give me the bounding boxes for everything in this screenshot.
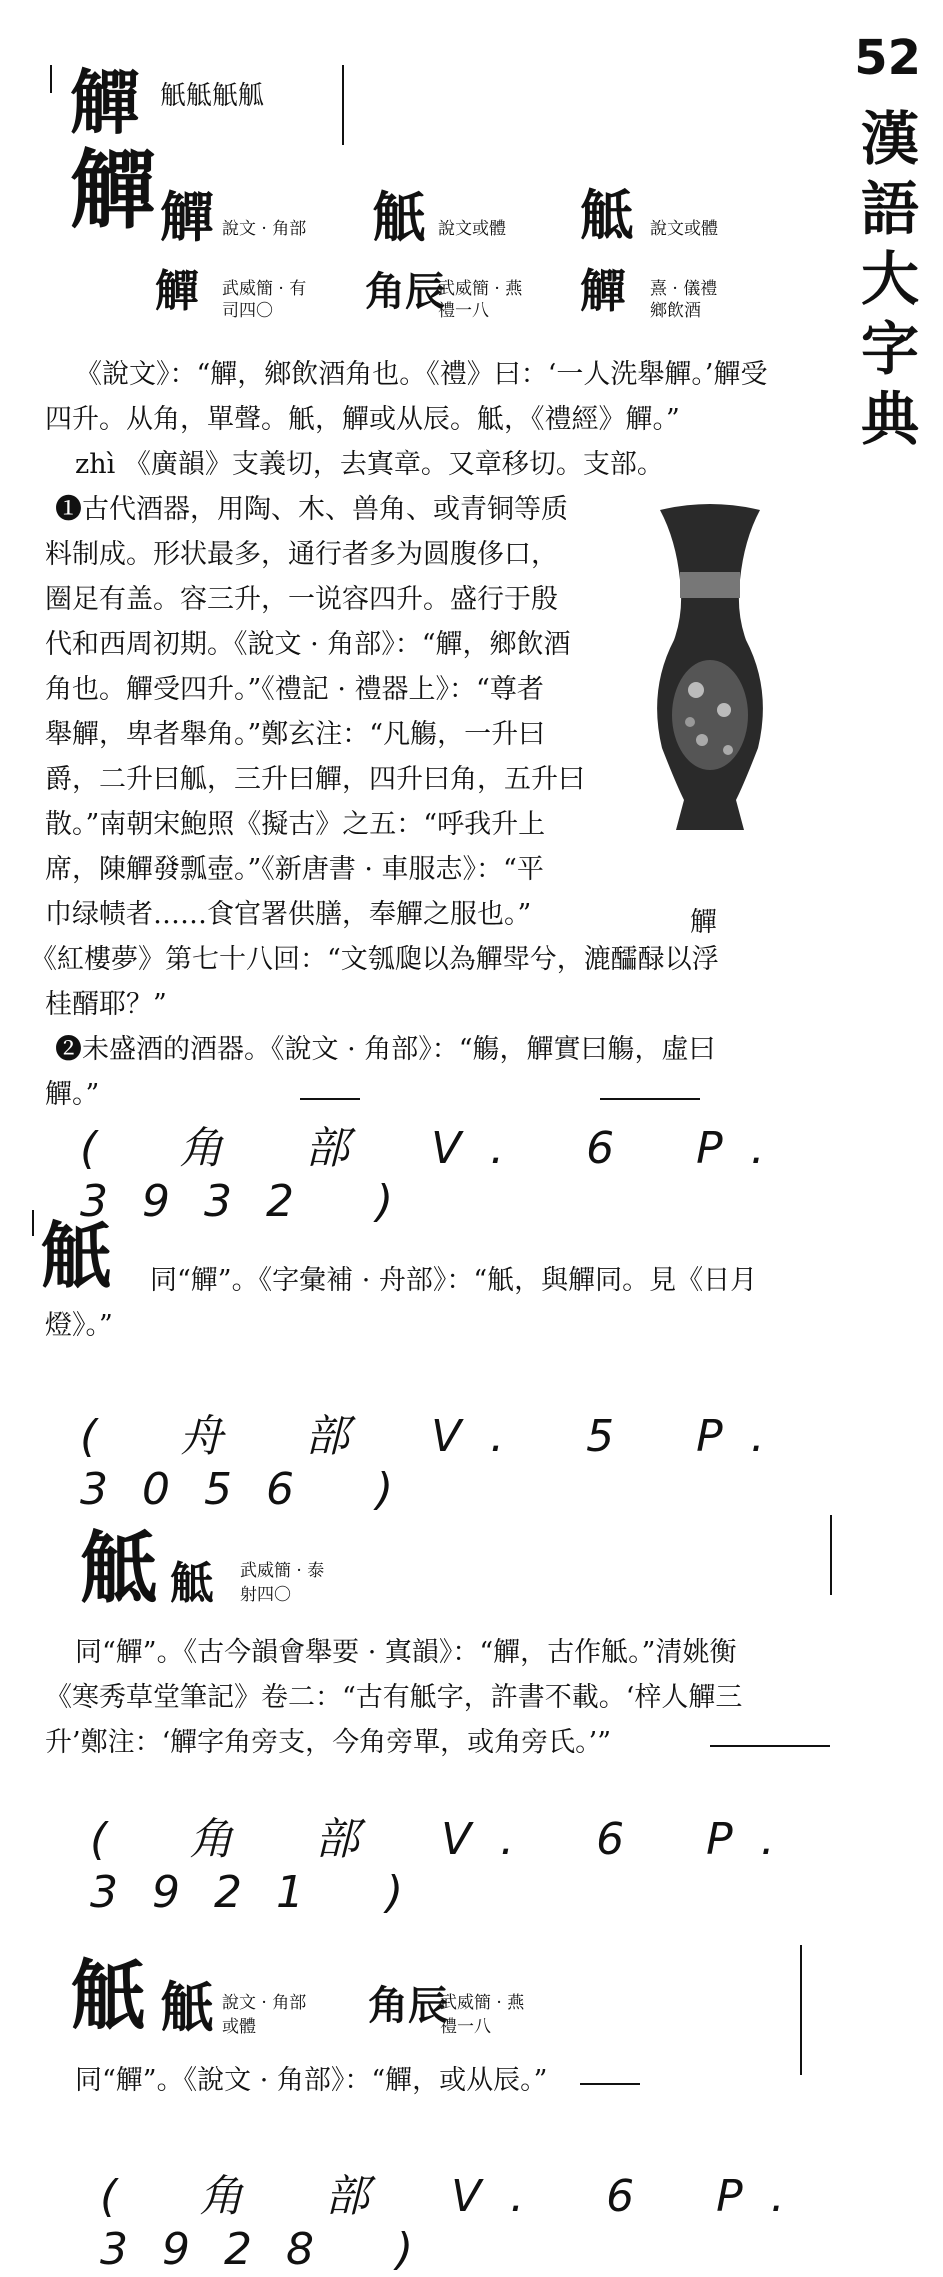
source-label: 或體	[222, 2017, 256, 2037]
definition-line: 散。”南朝宋鮑照《擬古》之五：“呼我升上	[45, 809, 546, 840]
vertical-rule	[342, 65, 344, 145]
margin-mark	[32, 1210, 34, 1236]
handwritten-reference: ( 角 部 V. 6 P. 3921 )	[90, 1814, 809, 1918]
book-title-char: 語	[860, 175, 919, 243]
source-label: 說文或體	[650, 219, 718, 239]
head-character: 觗	[70, 1951, 146, 2040]
source-label: 禮一八	[438, 301, 489, 321]
definition-line: 升’鄭注：‘觶字角旁支，今角旁單，或角旁氏。’”	[45, 1727, 612, 1758]
definition-line: 燈》。”	[45, 1310, 113, 1341]
separator-line	[710, 1745, 830, 1747]
source-label: 武威簡 · 燕	[440, 1993, 525, 2013]
source-label: 射四〇	[240, 1585, 291, 1605]
definition-line: 圈足有盖。容三升，一说容四升。盛行于殷	[45, 584, 558, 615]
head-character: 觗	[40, 1213, 113, 1298]
definition-line: 《紅樓夢》第七十八回：“文瓠瓟以為觶斝兮，漉醽醁以浮	[30, 944, 719, 975]
definition-line: 巾绿帻者……食官署供膳，奉觶之服也。”	[45, 899, 532, 930]
handwritten-reference: ( 角 部 V. 6 P. 3928 )	[100, 2171, 819, 2275]
handwritten-reference: ( 角 部 V. 6 P. 3932 )	[80, 1123, 799, 1227]
definition-line: 角也。觶受四升。”《禮記 · 禮器上》：“尊者	[45, 674, 544, 705]
bamboo-glyph: 觝	[170, 1558, 214, 1609]
vertical-rule	[830, 1515, 832, 1595]
seal-glyph: 觶	[160, 185, 214, 249]
definition-line: 料制成。形状最多，通行者多为圆腹侈口，	[45, 539, 558, 570]
pronunciation: zhì 《廣韻》支義切，去寘章。又章移切。支部。	[75, 449, 664, 480]
head-character: 觶	[70, 61, 140, 144]
definition-line: 舉觶，卑者舉角。”鄭玄注：“凡觴，一升曰	[45, 719, 546, 750]
definition-line: ❶古代酒器，用陶、木、兽角、或青铜等质	[55, 494, 568, 525]
book-title-char: 漢	[860, 105, 919, 173]
shuowen-line: 四升。从角，單聲。觗，觶或从辰。觝，《禮經》觶。”	[45, 404, 680, 435]
source-label: 武威簡 · 燕	[438, 279, 523, 299]
shuowen-line: 《說文》：“觶，鄉飲酒角也。《禮》曰：‘一人洗舉觶。’觶受	[75, 359, 768, 390]
stone-glyph: 觶	[580, 264, 626, 318]
definition-line: 《寒秀草堂筆記》卷二：“古有觝字，許書不載。‘梓人觶三	[45, 1682, 743, 1713]
definition-line: 觶。”	[45, 1079, 100, 1110]
source-label: 說文或體	[438, 219, 506, 239]
head-character-large: 觶	[70, 140, 156, 241]
definition-line: 席，陳觶發瓢壺。”《新唐書 · 車服志》：“平	[45, 854, 544, 885]
definition-line: 同“觶”。《說文 · 角部》：“觶，或从辰。”	[75, 2065, 548, 2096]
book-title-char: 典	[860, 385, 919, 453]
book-title-char: 字	[860, 315, 919, 383]
zhi-vessel-illustration	[640, 500, 780, 840]
definition-line: 同“觶”。《字彙補 · 舟部》：“觗，與觶同。見《日月	[150, 1265, 758, 1296]
source-label: 說文 · 角部	[222, 219, 307, 239]
page-number: 52	[854, 30, 921, 86]
source-label: 武威簡 · 有	[222, 279, 307, 299]
separator-line	[300, 1098, 360, 1100]
margin-mark	[50, 65, 52, 93]
bamboo-glyph: 角辰	[365, 268, 445, 315]
separator-line	[600, 1098, 700, 1100]
definition-line: ❷未盛酒的酒器。《說文 · 角部》：“觴，觶實曰觴，虛曰	[55, 1034, 716, 1065]
definition-line: 桂醑耶？”	[45, 989, 167, 1020]
variant-characters: 觗觝觗觚	[160, 81, 265, 111]
head-character: 觝	[80, 1523, 159, 1614]
bamboo-glyph: 角辰	[368, 1982, 448, 2029]
source-label: 禮一八	[440, 2017, 491, 2037]
definition-line: 爵，二升曰觚，三升曰觶，四升曰角，五升曰	[45, 764, 585, 795]
source-label: 武威簡 · 泰	[240, 1561, 325, 1581]
bamboo-glyph: 觶	[155, 266, 199, 317]
seal-glyph: 觗	[372, 185, 426, 249]
definition-line: 代和西周初期。《說文 · 角部》：“觶，鄉飲酒	[45, 629, 571, 660]
handwritten-reference: ( 舟 部 V. 5 P. 3056 )	[80, 1411, 799, 1515]
vertical-rule	[800, 1945, 802, 2075]
seal-glyph: 觗	[160, 1975, 214, 2039]
source-label: 說文 · 角部	[222, 1993, 307, 2013]
definition-line: 同“觶”。《古今韻會舉要 · 寘韻》：“觶，古作觝。”清姚衡	[75, 1637, 737, 1668]
source-label: 鄉飲酒	[650, 301, 701, 321]
separator-line	[580, 2083, 640, 2085]
source-label: 熹 · 儀禮	[650, 279, 718, 299]
source-label: 司四〇	[222, 301, 273, 321]
book-title-char: 大	[860, 245, 919, 313]
seal-glyph: 觝	[580, 183, 634, 247]
illustration-caption: 觶	[690, 907, 717, 938]
